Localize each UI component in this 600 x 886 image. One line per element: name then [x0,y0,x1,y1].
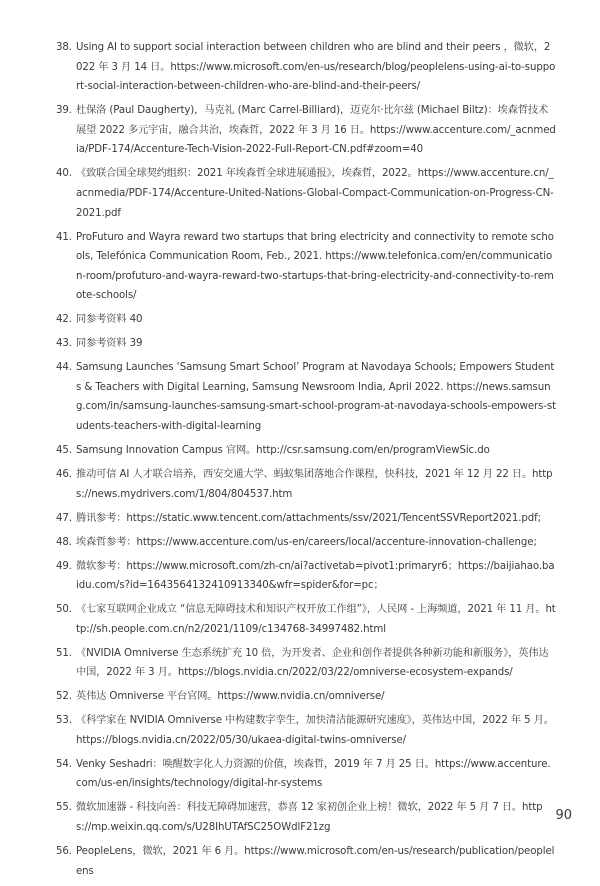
reference-item [56,755,556,794]
reference-number: 48. [56,536,72,548]
reference-item [56,441,556,461]
reference-item [56,334,556,354]
reference-item [56,600,556,639]
reference-number: 46. [56,469,72,480]
reference-number: 49. [56,560,72,572]
reference-number: 54. [56,758,72,770]
reference-text: 《七家互联网企业成立 “信息无障碍技术和知识产权开放工作组”》，人民网 - 上海频道，2021 年 11 月。http://sh.people.com.cn/n2/2021/1109/c134768-34997482.html [76,604,556,635]
reference-item [56,557,556,596]
reference-text: 杜保洛 (Paul Daugherty)，马克礼 (Marc Carrel-Billiard)，迈克尔·比尔兹 (Michael Biltz)：埃森哲技术展望 2022 多元宇宙，融合共治，埃森哲，2022 年 3 月 16 日。https://www.accenture.com/_acnmedia/PDF-174/Accenture-Tech-Vision-2022-Full-Report-CN.pdf#zoom=40 [76,105,556,156]
reference-text: 推动可信 AI 人才联合培养，西安交通大学、蚂蚁集团落地合作课程，快科技，2021 年 12 月 22 日。https://news.mydrivers.com/1/804/804537.htm [76,469,553,500]
reference-item [56,358,556,436]
reference-list [56,38,556,886]
reference-number: 53. [56,715,72,727]
reference-item [56,798,556,837]
reference-text: 英伟达 Omniverse 平台官网。https://www.nvidia.cn/omniverse/ [76,691,385,703]
reference-text: 《科学家在 NVIDIA Omniverse 中构建数字孪生，加快清洁能源研究速度》，英伟达中国，2022 年 5 月。https://blogs.nvidia.cn/2022/05/30/ukaea-digital-twins-omniverse/ [76,715,554,746]
reference-text: PeopleLens，微软，2021 年 6 月。https://www.microsoft.com/en-us/research/publication/peoplelens [76,846,555,877]
reference-text: 埃森哲参考：https://www.accenture.com/us-en/careers/local/accenture-innovation-challenge; [76,536,537,548]
reference-number: 47. [56,512,72,524]
reference-text: ProFuturo and Wayra reward two startups that bring electricity and connectivity to remote schools, Telefónica Communication Room, Feb., 2021. https://www.telefonica.com/en/communication-room/profuturo-and-wayra-reward-two-startups-that-bring-electricity-and-connectivity-to-remote-schools/ [76,231,554,302]
reference-item [56,533,556,553]
reference-text: 微软参考：https://www.microsoft.com/zh-cn/ai?activetab=pivot1:primaryr6；https://baijiahao.baidu.com/s?id=1643564132410913340&wfr=spider&for=pc； [76,560,555,592]
reference-number: 39. [56,105,72,117]
reference-item [56,465,556,504]
reference-text: 《NVIDIA Omniverse 生态系统扩充 10 倍，为开发者、企业和创作者提供各种新功能和新服务》，英伟达中国，2022 年 3 月。https://blogs.nvidia.cn/2022/03/22/omniverse-ecosystem-expands/ [76,647,549,679]
reference-number: 55. [56,802,72,814]
reference-item [56,164,556,223]
reference-text: Venky Seshadri：唤醒数字化人力资源的价值，埃森哲，2019 年 7 月 25 日。https://www.accenture.com/us-en/insights/technology/digital-hr-systems [76,758,551,790]
reference-item [56,711,556,750]
reference-number: 50. [56,604,72,616]
reference-item [56,644,556,683]
reference-item [56,228,556,306]
reference-text: 微软加速器 - 科技向善：科技无障碍加速营，恭喜 12 家初创企业上榜！微软，2022 年 5 月 7 日。https://mp.weixin.qq.com/s/U28IhUTAfSC25OWdlF21zg [76,802,543,834]
reference-number: 51. [56,647,72,659]
reference-number: 43. [56,338,72,350]
reference-text: 《致联合国全球契约组织：2021 年埃森哲全球进展通报》，埃森哲，2022。https://www.accenture.cn/_acnmedia/PDF-174/Accenture-United-Nations-Global-Compact-Communication-on-Progress-CN-2021.pdf [76,168,554,219]
reference-number: 38. [56,42,72,53]
reference-text: 同参考资料 39 [76,338,143,350]
reference-item [56,310,556,330]
reference-text: Samsung Innovation Campus 官网。http://csr.samsung.com/en/programViewSic.do [76,445,490,457]
page-number: 90 [555,808,572,823]
reference-item [56,509,556,529]
reference-number: 41. [56,231,72,243]
reference-number: 44. [56,362,72,374]
reference-item [56,687,556,707]
reference-number: 45. [56,445,72,457]
reference-number: 52. [56,691,72,703]
reference-item [56,101,556,160]
reference-text: 腾讯参考：https://static.www.tencent.com/attachments/ssv/2021/TencentSSVReport2021.pdf; [76,512,541,524]
reference-text: 同参考资料 40 [76,314,143,326]
reference-number: 56. [56,846,72,857]
reference-number: 40. [56,168,72,180]
reference-text: Using AI to support social interaction between children who are blind and their peers ，微软，2022 年 3 月 14 日。https://www.microsoft.com/en-us/research/blog/peoplelens-using-ai-to-support-social-interaction-between-children-who-are-blind-and-their-peers/ [76,42,556,93]
reference-text: Samsung Launches ‘Samsung Smart School’ Program at Navodaya Schools; Empowers Students & Teachers with Digital Learning, Samsung Newsroom India, April 2022. https://news.samsung.com/in/samsung-launches-samsung-smart-school-program-at-navodaya-schools-empowers-students-teachers-with-digital-learning [76,362,556,433]
reference-item [56,38,556,97]
reference-number: 42. [56,314,72,326]
